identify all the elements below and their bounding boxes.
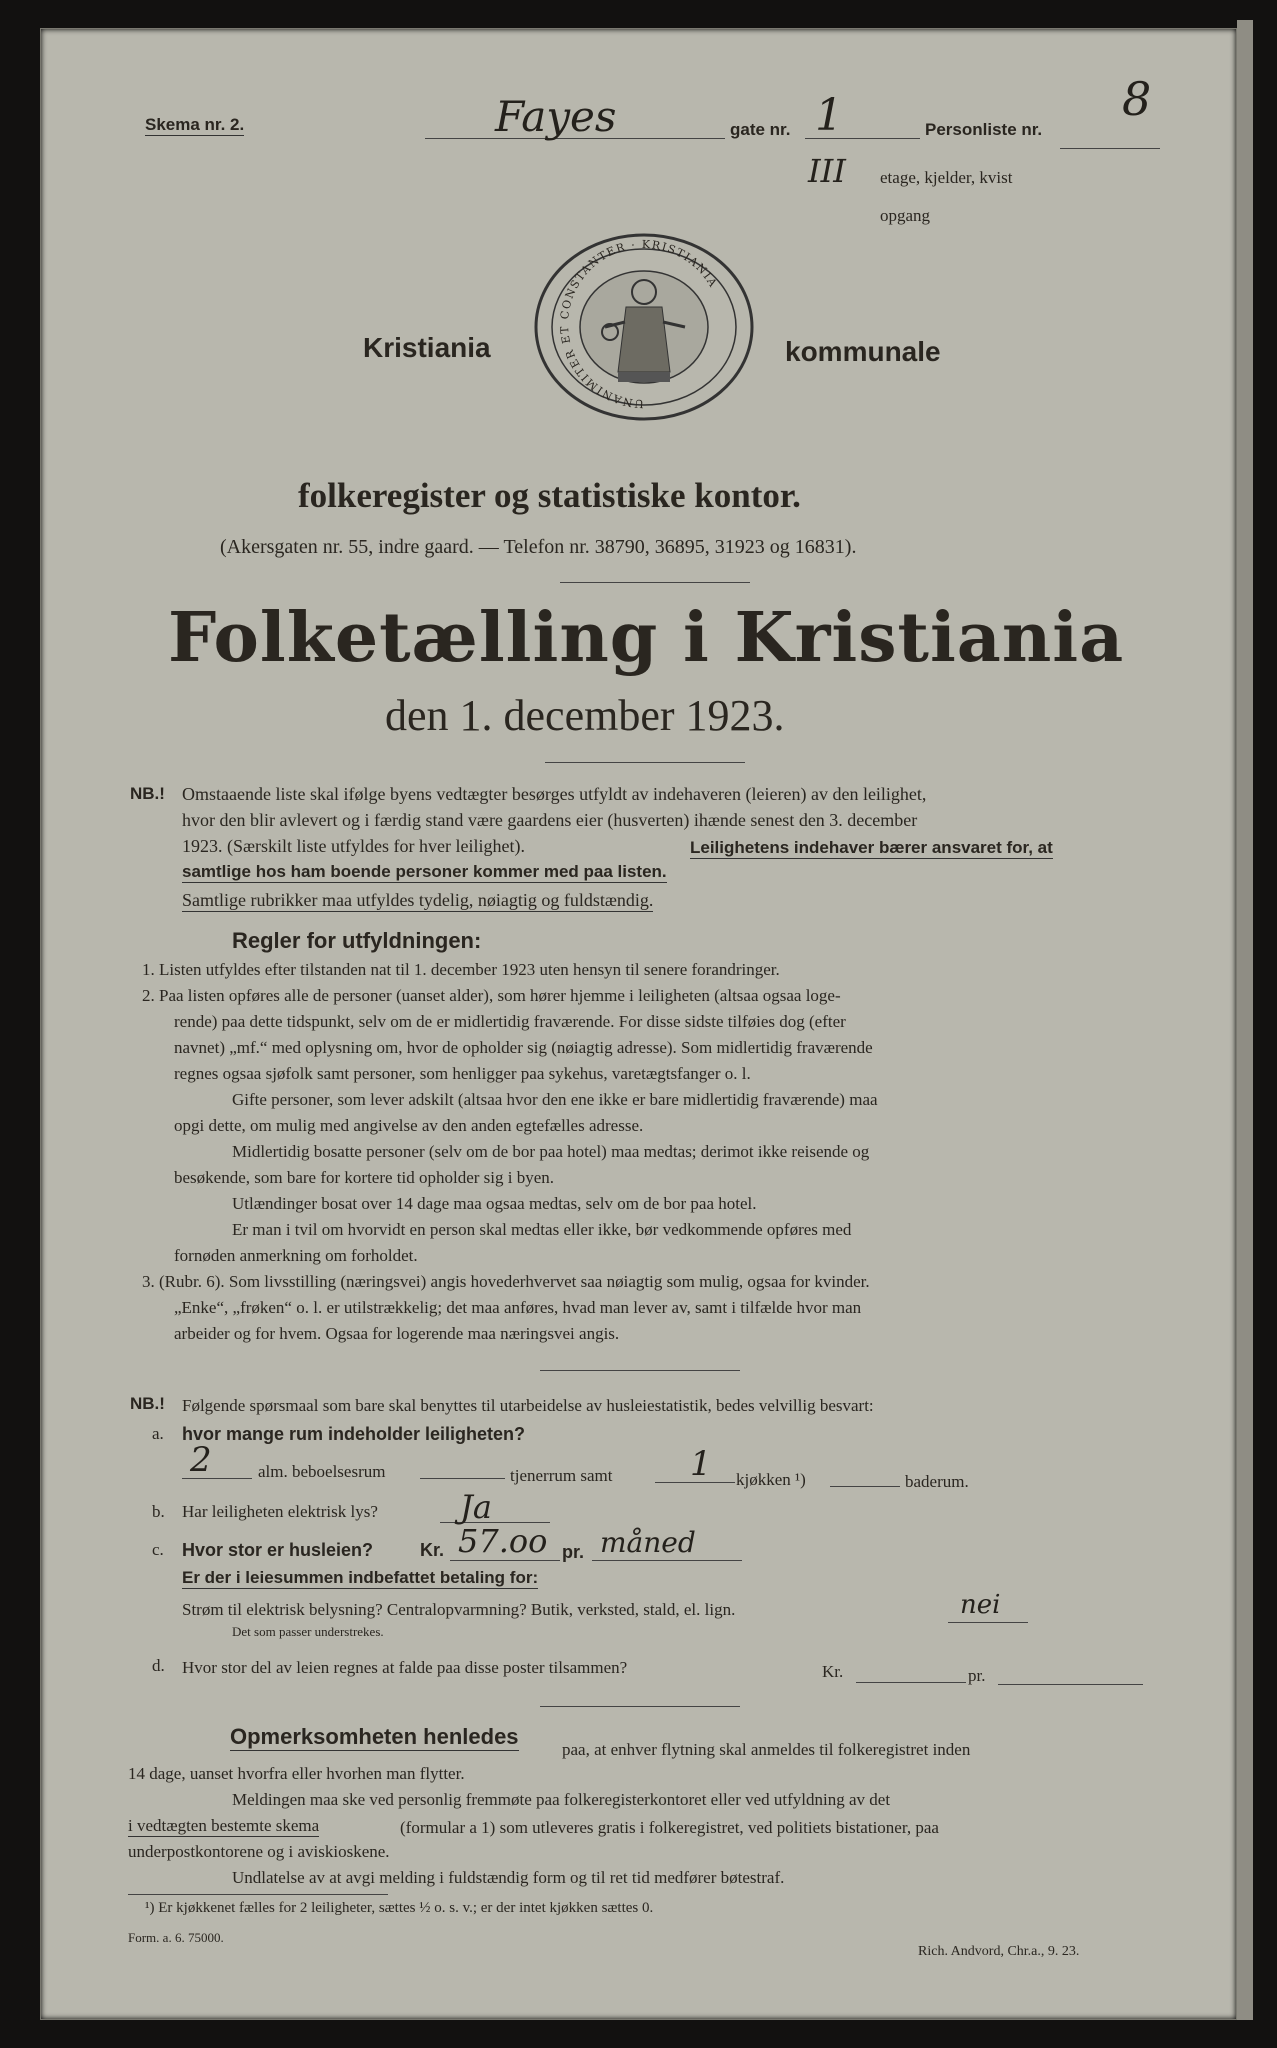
rent-period-handwritten: måned	[600, 1526, 696, 1559]
answer-line	[450, 1560, 560, 1561]
notice-text: 14 dage, uanset hvorfra eller hvorhen man flytter.	[128, 1764, 465, 1783]
notice-text: (formular a 1) som utleveres gratis i folkeregistret, ved politiets bistationer, paa	[400, 1818, 939, 1837]
rule-line: Gifte personer, som lever adskilt (altsaa hvor den ene ikke er bare midlertidig fraværende) maa	[232, 1090, 878, 1109]
seal-left-text: Kristiania	[363, 332, 491, 363]
question-b: Har leiligheten elektrisk lys?	[182, 1502, 378, 1521]
rule-line: opgi dette, om mulig med angivelse av den anden egtefælles adresse.	[174, 1116, 644, 1135]
rent-per-label: pr.	[562, 1542, 585, 1562]
question-c-label: c.	[152, 1540, 164, 1559]
floor-handwritten: III	[808, 152, 846, 190]
opgang-label: opgang	[880, 206, 931, 225]
kitchen-handwritten: 1	[690, 1444, 712, 1484]
paper-edge	[1237, 20, 1253, 2020]
main-title: Folketælling i Kristiania	[168, 598, 1125, 678]
rule-line: rende) paa dette tidspunkt, selv om de er midlertidig fraværende. For disse sidste tilføies dog (efter	[174, 1012, 846, 1031]
electric-light-handwritten: Ja	[460, 1488, 492, 1526]
divider	[545, 762, 745, 763]
rules-heading: Regler for utfyldningen:	[232, 928, 482, 953]
footnote-divider	[128, 1894, 388, 1895]
question-a: hvor mange rum indeholder leiligheten?	[182, 1424, 526, 1444]
personliste-line	[1060, 148, 1160, 149]
nb2-label: NB.!	[130, 1394, 165, 1413]
question-b-label: b.	[152, 1502, 165, 1521]
nb-text: Omstaaende liste skal ifølge byens vedtægter besørges utfyldt av indehaveren (leieren) av den leilighet,	[182, 784, 927, 804]
rent-includes-handwritten: nei	[960, 1590, 1001, 1620]
question-d: Hvor stor del av leien regnes at falde paa disse poster tilsammen?	[182, 1658, 628, 1677]
title-date: den 1. december 1923.	[385, 691, 785, 740]
nb-responsibility: samtlige hos ham boende personer kommer med paa listen.	[182, 862, 667, 881]
answer-line	[830, 1486, 900, 1487]
rule-line: besøkende, som bare for kortere tid opholder sig i byen.	[174, 1168, 555, 1187]
rooms-handwritten: 2	[190, 1440, 212, 1480]
rule-line: Midlertidig bosatte personer (selv om de bor paa hotel) maa medtas; derimot ikke reisende og	[232, 1142, 870, 1161]
answer-line	[420, 1478, 505, 1479]
notice-text: Meldingen maa ske ved personlig fremmøte paa folkeregisterkontoret eller ved utfyldning av det	[232, 1790, 891, 1809]
rent-handwritten: 57.oo	[458, 1522, 548, 1560]
bath-label: baderum.	[905, 1472, 969, 1491]
rule-line: navnet) „mf.“ med oplysning om, hvor de opholder sig (nøiagtig adresse). Som midlertidig fraværende	[174, 1038, 873, 1057]
rule-line: fornøden anmerkning om forholdet.	[174, 1246, 418, 1265]
personliste-handwritten: 8	[1122, 72, 1152, 126]
nb2-intro: Følgende spørsmaal som bare skal benyttes til utarbeidelse av husleiestatistik, bedes velvillig besvart:	[182, 1396, 874, 1415]
answer-line	[592, 1560, 742, 1561]
rule-line: regnes ogsaa sjøfolk samt personer, som henligger paa sykehus, varetægtsfanger o. l.	[174, 1064, 751, 1083]
gate-handwritten: 1	[815, 90, 843, 141]
nb-completeness: Samtlige rubrikker maa utfyldes tydelig, nøiagtig og fuldstændig.	[182, 890, 654, 910]
answer-line	[948, 1622, 1028, 1623]
portion-currency: Kr.	[822, 1662, 844, 1681]
street-handwritten: Fayes	[495, 92, 617, 141]
rooms-label: alm. beboelsesrum	[258, 1462, 386, 1481]
notice-form-ref: i vedtægten bestemte skema	[128, 1816, 320, 1835]
rule-line: arbeider og for hvem. Ogsaa for logerende maa næringsvei angis.	[174, 1324, 620, 1343]
nb-responsibility: Leilighetens indehaver bærer ansvaret for, at	[690, 838, 1053, 857]
nb-text: hvor den blir avlevert og i færdig stand være gaardens eier (husverten) ihænde senest den 3. december	[182, 810, 918, 830]
rent-includes-note: Det som passer understrekes.	[232, 1624, 384, 1639]
rent-includes-items: Strøm til elektrisk belysning? Centralopvarmning? Butik, verksted, stald, el. lign.	[182, 1600, 736, 1619]
notice-text: underpostkontorene og i aviskioskene.	[128, 1842, 390, 1861]
rule-line: 3. (Rubr. 6). Som livsstilling (næringsvei) angis hovederhvervet saa nøiagtig som mulig, ogsaa for kvinder.	[142, 1272, 870, 1291]
form-number: Form. a. 6. 75000.	[128, 1930, 224, 1945]
nb-label: NB.!	[130, 784, 165, 803]
office-address: (Akersgaten nr. 55, indre gaard. — Telefon nr. 38790, 36895, 31923 og 16831).	[220, 536, 857, 558]
kitchen-label: kjøkken ¹)	[736, 1470, 806, 1489]
gate-label: gate nr.	[730, 120, 791, 139]
seal-ring-text: UNANIMITER ET CONSTANTER · KRISTIANIA	[557, 237, 721, 411]
notice-text: paa, at enhver flytning skal anmeldes til folkeregistret inden	[562, 1740, 971, 1759]
etage-label: etage, kjelder, kvist	[880, 168, 1013, 187]
servant-rooms-label: tjenerrum samt	[510, 1466, 613, 1485]
answer-line	[856, 1682, 966, 1683]
question-d-label: d.	[152, 1656, 165, 1675]
printer-imprint: Rich. Andvord, Chr.a., 9. 23.	[918, 1944, 1080, 1959]
question-c: Hvor stor er husleien?	[182, 1540, 374, 1560]
question-a-label: a.	[152, 1424, 164, 1443]
divider	[540, 1370, 740, 1371]
rule-line: Utlændinger bosat over 14 dage maa ogsaa medtas, selv om de bor paa hotel.	[232, 1194, 757, 1213]
seal-right-text: kommunale	[785, 336, 941, 367]
divider	[540, 1706, 740, 1707]
notice-heading: Opmerksomheten henledes	[230, 1724, 519, 1749]
rent-includes-heading: Er der i leiesummen indbefattet betaling for:	[182, 1568, 539, 1587]
nb-text: 1923. (Særskilt liste utfyldes for hver leilighet).	[182, 836, 525, 856]
rule-line: 2. Paa listen opføres alle de personer (uanset alder), som hører hjemme i leiligheten (altsaa ogsaa loge-	[142, 986, 841, 1005]
office-name: folkeregister og statistiske kontor.	[298, 476, 801, 515]
answer-line	[998, 1684, 1143, 1685]
divider	[560, 582, 750, 583]
personliste-label: Personliste nr.	[925, 120, 1043, 139]
footnote: ¹) Er kjøkkenet fælles for 2 leiligheter, sættes ½ o. s. v.; er der intet kjøkken sættes 0.	[145, 1900, 654, 1916]
skema-number: Skema nr. 2.	[145, 115, 245, 134]
kristiania-seal-icon	[530, 232, 758, 422]
notice-text: Undlatelse av at avgi melding i fuldstændig form og til ret tid medfører bøtestraf.	[232, 1868, 785, 1887]
rule-line: Er man i tvil om hvorvidt en person skal medtas eller ikke, bør vedkommende opføres med	[232, 1220, 852, 1239]
rent-currency: Kr.	[420, 1540, 445, 1560]
portion-per-label: pr.	[968, 1666, 986, 1685]
rule-line: „Enke“, „frøken“ o. l. er utilstrækkelig; det maa anføres, hvad man lever av, samt i tilfælde hvor man	[174, 1298, 862, 1317]
rule-line: 1. Listen utfyldes efter tilstanden nat til 1. december 1923 uten hensyn til senere forandringer.	[142, 960, 780, 979]
